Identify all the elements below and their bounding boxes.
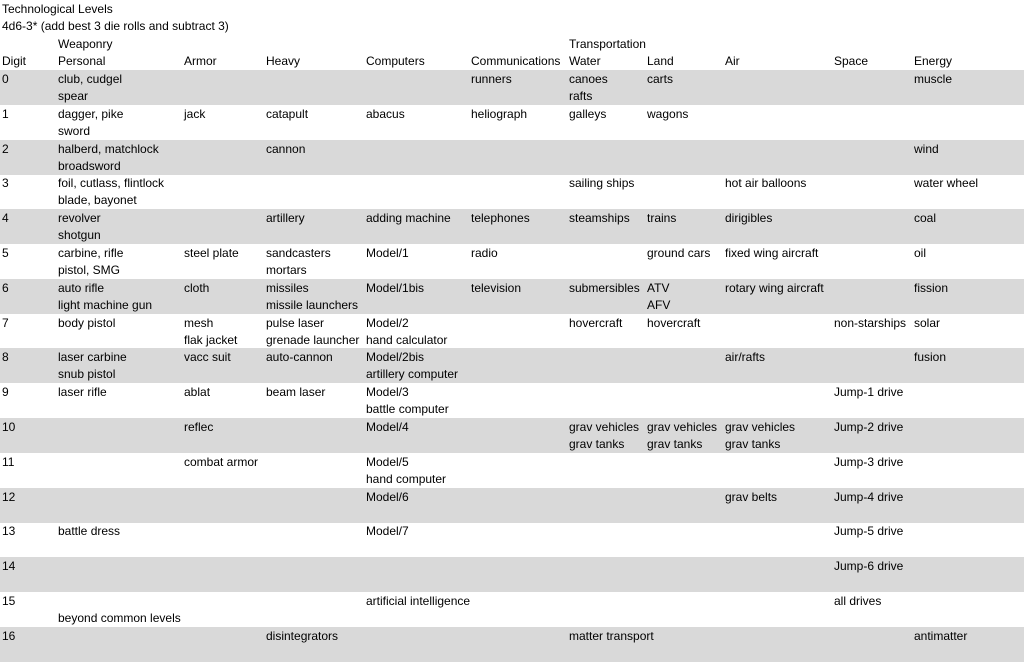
water-cell: galleys xyxy=(569,106,607,121)
computers-cell: Model/1 xyxy=(366,246,409,260)
table-row xyxy=(0,348,1024,383)
computers-cell: adding machine xyxy=(366,211,451,226)
energy-cell: fission xyxy=(914,280,949,295)
digit-cell: 3 xyxy=(2,176,9,191)
digit-cell: 12 xyxy=(2,489,16,504)
heavy-cell: grenade launcher xyxy=(266,332,360,347)
computers-cell: Model/2 xyxy=(366,315,409,330)
armor-cell: mesh xyxy=(184,315,214,330)
computers-cell: artillery computer xyxy=(366,367,459,382)
col-header-personal: Personal xyxy=(58,54,106,68)
land-cell: ATV xyxy=(647,280,670,295)
computers-cell: artificial intelligence xyxy=(366,594,471,608)
table-row xyxy=(0,244,1024,279)
digit-cell: 13 xyxy=(2,524,16,539)
computers-cell: Model/6 xyxy=(366,489,409,504)
water-cell: rafts xyxy=(569,89,593,103)
energy-cell: fusion xyxy=(914,350,947,365)
col-header-armor: Armor xyxy=(184,54,217,68)
heavy-cell: cannon xyxy=(266,141,306,156)
personal-cell: beyond common levels xyxy=(58,611,181,625)
digit-cell: 14 xyxy=(2,559,16,574)
col-header-heavy: Heavy xyxy=(266,54,301,68)
digit-cell: 15 xyxy=(2,594,16,608)
personal-cell: snub pistol xyxy=(58,367,116,382)
computers-cell: Model/2bis xyxy=(366,350,425,365)
personal-cell: shotgun xyxy=(58,228,101,243)
energy-cell: muscle xyxy=(914,72,953,86)
computers-cell: Model/7 xyxy=(366,524,409,539)
personal-cell: spear xyxy=(58,89,89,103)
digit-cell: 6 xyxy=(2,280,9,295)
group-header-weaponry: Weaponry xyxy=(58,37,113,51)
sheet-subtitle: 4d6-3* (add best 3 die rolls and subtract 3) xyxy=(2,19,229,33)
computers-cell: abacus xyxy=(366,106,405,121)
table-row xyxy=(0,314,1024,349)
personal-cell: laser carbine xyxy=(58,350,127,365)
computers-cell: Model/1bis xyxy=(366,280,425,295)
land-cell: grav tanks xyxy=(647,437,703,451)
table-row xyxy=(0,627,1024,662)
air-cell: rotary wing aircraft xyxy=(725,280,824,295)
personal-cell: battle dress xyxy=(58,524,121,539)
digit-cell: 9 xyxy=(2,385,9,400)
personal-cell: body pistol xyxy=(58,315,116,330)
computers-cell: Model/3 xyxy=(366,385,409,400)
armor-cell: cloth xyxy=(184,280,210,295)
table-row xyxy=(0,279,1024,314)
air-cell: air/rafts xyxy=(725,350,766,365)
space-cell: Jump-5 drive xyxy=(834,524,904,539)
personal-cell: carbine, rifle xyxy=(58,246,124,260)
communications-cell: television xyxy=(471,280,522,295)
table-row xyxy=(0,383,1024,418)
personal-cell: club, cudgel xyxy=(58,72,123,86)
personal-cell: blade, bayonet xyxy=(58,193,137,208)
table-row xyxy=(0,209,1024,244)
energy-cell: water wheel xyxy=(914,176,979,191)
computers-cell: hand calculator xyxy=(366,332,448,347)
space-cell: Jump-6 drive xyxy=(834,559,904,574)
armor-cell: jack xyxy=(184,106,206,121)
table-row xyxy=(0,557,1024,592)
heavy-cell: pulse laser xyxy=(266,315,325,330)
air-cell: grav vehicles xyxy=(725,420,796,434)
land-cell: wagons xyxy=(647,106,689,121)
communications-cell: telephones xyxy=(471,211,530,226)
table-row xyxy=(0,140,1024,175)
computers-cell: Model/5 xyxy=(366,454,409,469)
land-cell: trains xyxy=(647,211,677,226)
heavy-cell: artillery xyxy=(266,211,305,226)
heavy-cell: missiles xyxy=(266,280,309,295)
air-cell: hot air balloons xyxy=(725,176,807,191)
personal-cell: auto rifle xyxy=(58,280,105,295)
col-header-energy: Energy xyxy=(914,54,953,68)
space-cell: all drives xyxy=(834,594,882,608)
energy-cell: solar xyxy=(914,315,941,330)
water-cell: grav tanks xyxy=(569,437,625,451)
digit-cell: 1 xyxy=(2,106,9,121)
computers-cell: battle computer xyxy=(366,402,449,417)
water-cell: steamships xyxy=(569,211,630,226)
col-header-land: Land xyxy=(647,54,674,68)
space-cell: Jump-4 drive xyxy=(834,489,904,504)
space-cell: Jump-1 drive xyxy=(834,385,904,400)
table-row xyxy=(0,522,1024,557)
personal-cell: laser rifle xyxy=(58,385,107,400)
digit-cell: 2 xyxy=(2,141,9,156)
personal-cell: foil, cutlass, flintlock xyxy=(58,176,165,191)
armor-cell: vacc suit xyxy=(184,350,231,365)
table-row xyxy=(0,105,1024,140)
computers-cell: hand computer xyxy=(366,471,447,486)
water-cell: canoes xyxy=(569,72,608,86)
heavy-cell: missile launchers xyxy=(266,297,359,312)
sheet-title: Technological Levels xyxy=(2,2,113,16)
heavy-cell: beam laser xyxy=(266,385,326,400)
personal-cell: halberd, matchlock xyxy=(58,141,159,156)
digit-cell: 5 xyxy=(2,246,9,260)
energy-cell: wind xyxy=(914,141,939,156)
heavy-cell: sandcasters xyxy=(266,246,331,260)
table-row xyxy=(0,174,1024,209)
communications-cell: radio xyxy=(471,246,498,260)
water-cell: grav vehicles xyxy=(569,420,640,434)
air-cell: fixed wing aircraft xyxy=(725,246,819,260)
air-cell: grav belts xyxy=(725,489,778,504)
space-cell: Jump-3 drive xyxy=(834,454,904,469)
digit-cell: 8 xyxy=(2,350,9,365)
armor-cell: steel plate xyxy=(184,246,239,260)
digit-cell: 16 xyxy=(2,628,16,643)
land-cell: carts xyxy=(647,72,674,86)
air-cell: dirigibles xyxy=(725,211,773,226)
energy-cell: oil xyxy=(914,246,927,260)
computers-cell: Model/4 xyxy=(366,420,409,434)
col-header-communications: Communications xyxy=(471,54,561,68)
heavy-cell: auto-cannon xyxy=(266,350,333,365)
armor-cell: combat armor xyxy=(184,454,259,469)
col-header-air: Air xyxy=(725,54,740,68)
group-header-transportation: Transportation xyxy=(569,37,646,51)
table-row xyxy=(0,488,1024,523)
heavy-cell: disintegrators xyxy=(266,628,339,643)
personal-cell: broadsword xyxy=(58,158,121,173)
col-header-digit: Digit xyxy=(2,54,27,68)
personal-cell: light machine gun xyxy=(58,297,153,312)
personal-cell: dagger, pike xyxy=(58,106,124,121)
digit-cell: 10 xyxy=(2,420,16,434)
water-cell: submersibles xyxy=(569,280,640,295)
col-header-space: Space xyxy=(834,54,869,68)
table-row xyxy=(0,418,1024,453)
personal-cell: sword xyxy=(58,123,91,138)
armor-cell: reflec xyxy=(184,420,214,434)
space-cell: Jump-2 drive xyxy=(834,420,904,434)
digit-cell: 7 xyxy=(2,315,9,330)
digit-cell: 4 xyxy=(2,211,9,226)
communications-cell: heliograph xyxy=(471,106,528,121)
energy-cell: antimatter xyxy=(914,628,968,643)
water-cell: matter transport xyxy=(569,628,654,643)
personal-cell: revolver xyxy=(58,211,101,226)
space-cell: non-starships xyxy=(834,315,907,330)
armor-cell: flak jacket xyxy=(184,332,238,347)
energy-cell: coal xyxy=(914,211,937,226)
personal-cell: pistol, SMG xyxy=(58,263,121,277)
land-cell: AFV xyxy=(647,297,671,312)
water-cell: sailing ships xyxy=(569,176,635,191)
heavy-cell: mortars xyxy=(266,263,307,277)
air-cell: grav tanks xyxy=(725,437,781,451)
land-cell: ground cars xyxy=(647,246,711,260)
col-header-water: Water xyxy=(569,54,601,68)
communications-cell: runners xyxy=(471,72,512,86)
land-cell: grav vehicles xyxy=(647,420,718,434)
col-header-computers: Computers xyxy=(366,54,425,68)
water-cell: hovercraft xyxy=(569,315,623,330)
land-cell: hovercraft xyxy=(647,315,701,330)
armor-cell: ablat xyxy=(184,385,211,400)
digit-cell: 11 xyxy=(2,454,15,469)
table-row xyxy=(0,70,1024,105)
digit-cell: 0 xyxy=(2,72,9,86)
table-row xyxy=(0,592,1024,627)
table-row xyxy=(0,453,1024,488)
heavy-cell: catapult xyxy=(266,106,309,121)
